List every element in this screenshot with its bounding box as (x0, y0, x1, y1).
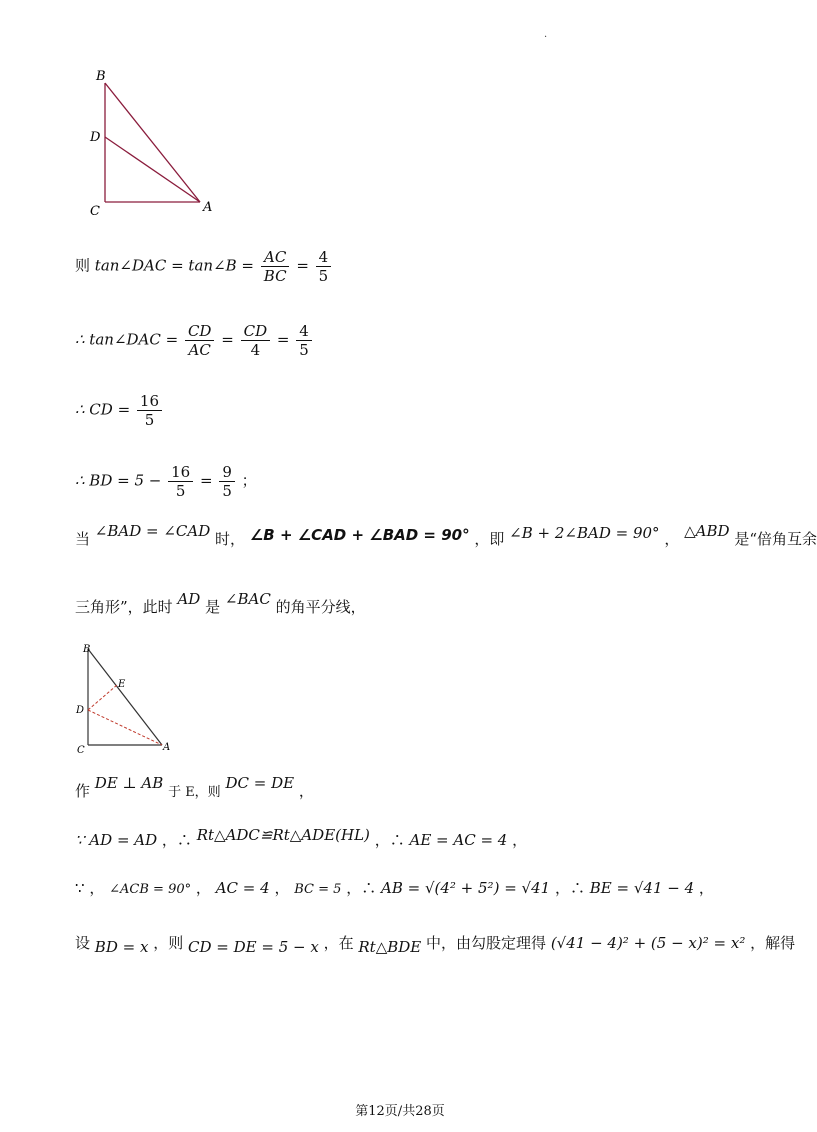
math: ∴ tan∠DAC = (75, 330, 183, 349)
fraction: $\frac{AC}{BC}$ (261, 248, 290, 285)
math: ∠BAD = ∠CAD (94, 522, 211, 540)
text: 则 (75, 256, 91, 275)
text: ，∴ (161, 831, 192, 849)
math: ∴ CD = (75, 400, 135, 419)
math: BE = √41 − 4 (589, 879, 695, 897)
line-6 (75, 590, 366, 617)
math: Rt△BDE (358, 938, 422, 956)
label-c: C (77, 745, 85, 756)
math: ∠BAC (224, 590, 271, 608)
text: ，即 (474, 530, 505, 548)
math: ∠B + ∠CAD + ∠BAD = 90° (249, 526, 470, 544)
text: 作 (75, 782, 91, 800)
math: AE = AC = 4 (409, 831, 508, 849)
text: 时， (215, 530, 246, 548)
text: 是 (205, 598, 221, 616)
text: ， (298, 782, 314, 800)
math: AD (177, 590, 201, 608)
label-d: D (76, 705, 85, 716)
math: CD = DE = 5 − x (188, 938, 319, 956)
math: AC = 4 (215, 879, 270, 897)
line-9 (75, 877, 714, 898)
segment-da (105, 137, 200, 202)
fraction: $\frac{4}{5}$ (296, 322, 312, 359)
label-d: D (90, 130, 101, 145)
math: BD = x (94, 938, 149, 956)
segment-ba (105, 83, 200, 202)
line-4: ∴ BD = 5 − $\frac{16}{5}$ = $\frac{9}{5}$ ； (75, 463, 257, 500)
fraction: $\frac{CD}{AC}$ (185, 322, 215, 359)
text: ， (512, 831, 528, 849)
line-10 (75, 932, 796, 956)
text: ， (195, 879, 211, 897)
text: ，则 (153, 934, 184, 952)
label-b: B (83, 644, 91, 655)
text: 中，由勾股定理得 (426, 934, 547, 952)
segment-ba (88, 649, 162, 745)
math: = (296, 256, 314, 275)
math: DE ⊥ AB (94, 774, 164, 792)
math: (√41 − 4)² + (5 − x)² = x² (550, 934, 746, 952)
math: tan∠DAC = tan∠B = (94, 256, 259, 275)
text: ，在 (323, 934, 354, 952)
math: ∵ (75, 879, 85, 897)
math: ∵ AD = AD (75, 831, 158, 849)
math: ∠B + 2∠BAD = 90° (509, 524, 660, 542)
text: ， (89, 879, 105, 897)
text: ，解得 (750, 934, 796, 952)
math: ∴ BD = 5 − (75, 471, 167, 490)
fraction: $\frac{16}{5}$ (168, 463, 193, 500)
page-footer: 第12页/共28页 (355, 1104, 445, 1119)
line-3 (75, 392, 164, 429)
fraction: $\frac{9}{5}$ (219, 463, 235, 500)
fraction: $\frac{16}{5}$ (137, 392, 162, 429)
text: 的角平分线， (275, 598, 366, 616)
text: 设 (75, 934, 91, 952)
line-2: ∴ tan∠DAC = $\frac{CD}{AC}$ = $\frac{CD}{4}$ = $\frac{4}{5}$ (75, 322, 314, 359)
fraction: $\frac{CD}{4}$ (241, 322, 271, 359)
label-a: A (203, 200, 213, 215)
text: ，∴ (346, 879, 377, 897)
line-1 (75, 248, 333, 285)
label-a: A (163, 742, 171, 753)
segment-de (88, 685, 117, 710)
text: 于 E，则 (168, 785, 221, 800)
triangle-figure-2 (70, 640, 180, 755)
text: ，∴ (554, 879, 585, 897)
line-7 (75, 774, 314, 801)
text: 三角形”，此时 (75, 598, 173, 616)
line-8 (75, 826, 528, 850)
math: ∠ACB = 90° (109, 882, 192, 897)
fraction: $\frac{4}{5}$ (316, 248, 332, 285)
segment-da (88, 710, 162, 745)
text: ， (664, 530, 680, 548)
text: 当 (75, 530, 91, 548)
math: DC = DE (225, 774, 295, 792)
text: ， (274, 879, 290, 897)
math: Rt△ADC≌Rt△ADE(HL) (196, 826, 370, 844)
text: ，∴ (374, 831, 405, 849)
label-b: B (96, 69, 106, 84)
math: AB = √(4² + 5²) = √41 (380, 879, 551, 897)
triangle-figure-1 (80, 65, 230, 220)
text: ， (698, 879, 714, 897)
line-5 (75, 522, 817, 549)
label-c: C (90, 204, 100, 219)
text: 是“倍角互余 (734, 530, 817, 548)
page-dot: · (544, 32, 548, 43)
math: BC = 5 (294, 882, 342, 897)
label-e: E (118, 679, 126, 690)
math: △ABD (684, 522, 730, 540)
